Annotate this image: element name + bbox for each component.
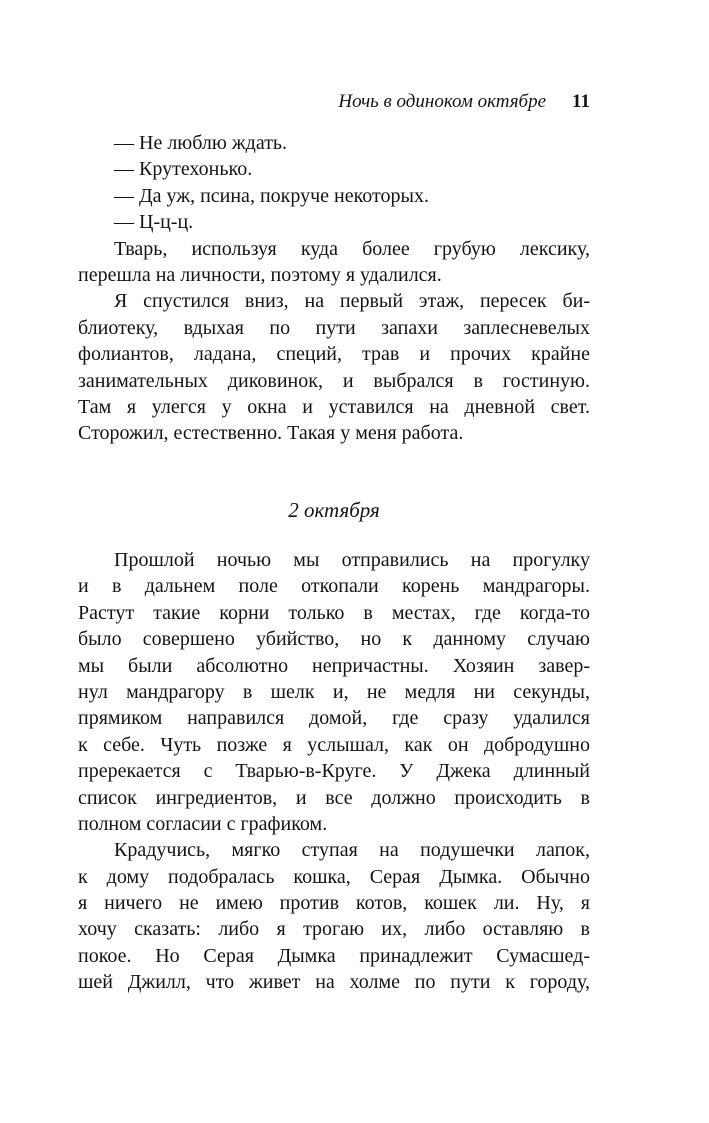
text-line: полном согласии с графиком. — [78, 812, 328, 835]
text-line: — Крутехонько. — [114, 158, 253, 181]
text-line: и в дальнем поле откопали корень мандрагоры. — [78, 575, 590, 598]
text-line: покое. Но Серая Дымка принадлежит Сумасшед- — [78, 944, 590, 967]
text-line: фолиантов, ладана, специй, трав и прочих крайне — [78, 343, 590, 366]
running-title: Ночь в одиноком октябре — [338, 91, 547, 112]
text-line: Растут такие корни только в местах, где когда-то — [78, 601, 590, 624]
text-line: пререкается с Тварью-в-Круге. У Джека длинный — [78, 760, 590, 783]
text-line: шей Джилл, что живет на холме по пути к городу, — [78, 971, 590, 994]
text-line: Крадучись, мягко ступая на подушечки лапок, — [114, 839, 590, 862]
text-line: блиотеку, вдыхая по пути запахи заплесневелых — [78, 316, 590, 339]
page-number: 11 — [572, 91, 590, 112]
text-line: было совершено убийство, но к данному случаю — [78, 628, 590, 651]
text-line: — Не люблю ждать. — [114, 132, 288, 154]
text-line: прямиком направился домой, где сразу удалился — [78, 707, 590, 730]
text-line: Я спустился вниз, на первый этаж, пересек би- — [114, 290, 590, 313]
text-line: к дому подобралась кошка, Серая Дымка. Обычно — [78, 865, 590, 888]
text-block-bottom — [78, 547, 590, 996]
text-line: занимательных диковинок, и выбрался в гостиную. — [78, 369, 590, 392]
text-line: список ингредиентов, и все должно происходить в — [78, 786, 590, 809]
running-head — [78, 88, 590, 116]
chapter-heading: 2 октября — [288, 498, 380, 522]
text-line: хочу сказать: либо я трогаю их, либо оставляю в — [78, 918, 590, 941]
text-line: — Да уж, псина, покруче некоторых. — [114, 184, 429, 207]
text-line: к себе. Чуть позже я услышал, как он добродушно — [78, 733, 590, 756]
text-block-top — [78, 130, 590, 447]
text-line: Тварь, используя куда более грубую лексику, — [114, 237, 590, 260]
text-line: — Ц-ц-ц. — [114, 211, 194, 234]
text-line: Прошлой ночью мы отправились на прогулку — [114, 549, 590, 571]
text-line: Сторожил, естественно. Такая у меня работа. — [78, 422, 464, 445]
text-line: мы были абсолютно непричастны. Хозяин завер- — [78, 654, 590, 677]
text-line: я ничего не имею против котов, кошек ли. Ну, я — [78, 892, 590, 915]
text-line: нул мандрагору в шелк и, не медля ни секунды, — [78, 680, 590, 703]
text-line: Там я улегся у окна и уставился на дневной свет. — [78, 395, 590, 418]
text-line: перешла на личности, поэтому я удалился. — [78, 263, 442, 286]
